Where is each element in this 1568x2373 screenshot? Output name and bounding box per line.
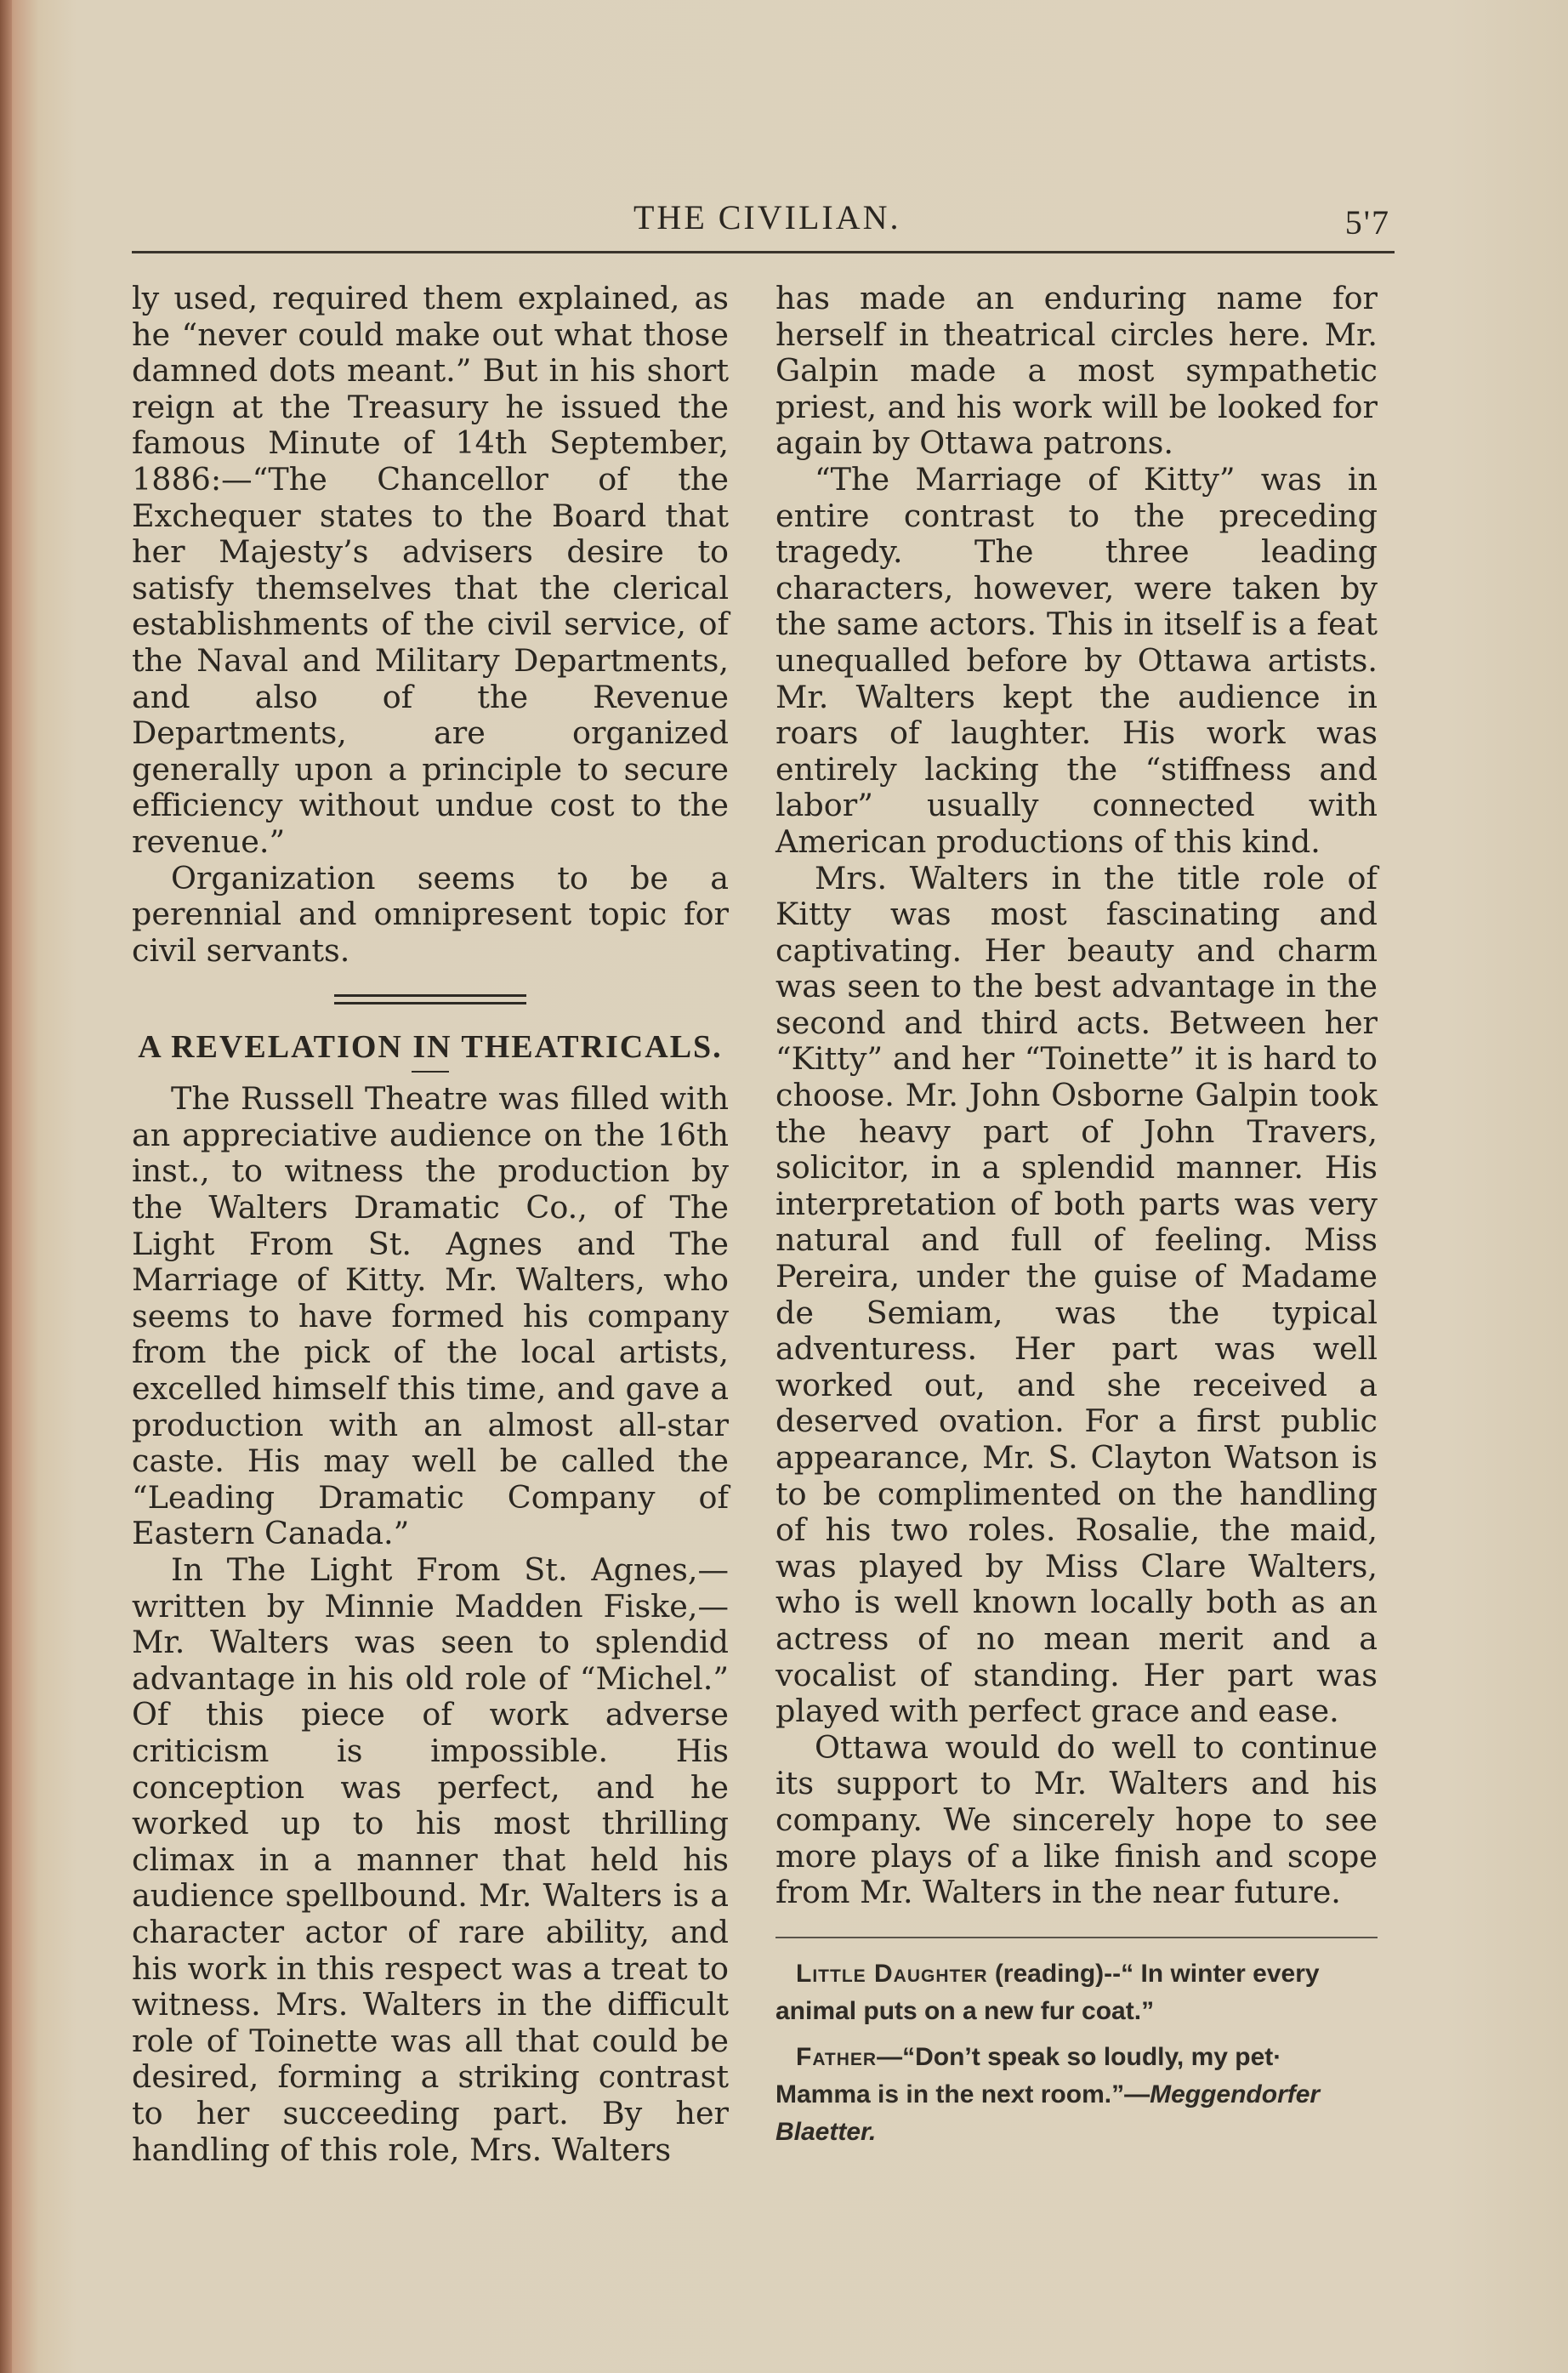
right-column	[775, 281, 1378, 2151]
left-paragraph-2: Organization seems to be a perennial and omnipresent topic for civil servants.	[132, 859, 729, 969]
section-separator	[334, 994, 526, 1004]
right-paragraph-3: Mrs. Walters in the title role of Kitty was most fascinating and captivating. Her beauty and charm was seen to the best advantage in the second and third acts. Between her “Kitty” and her “Toinette” it is hard to choose. Mr. John Osborne Galpin took the heavy part of John Travers, solicitor, in a splendid manner. His interpretation of both parts was very natural and full of feeling. Miss Pereira, under the guise of Madame de Semiam, was the typical adventuress. Her part was well worked out, and she received a deserved ovation. For a first public appearance, Mr. S. Clayton Watson is to be complimented on the handling of his two roles. Rosalie, the maid, was played by Miss Clare Walters, who is well known locally both as an actress of no mean merit and a vocalist of standing. Her part was played with perfect grace and ease.	[775, 859, 1378, 1730]
joke-speaker-father: Father	[796, 2042, 878, 2071]
joke-text-daughter: (reading)--“ In winter every animal puts on a new fur coat.”	[775, 1959, 1320, 2025]
right-paragraph-4: Ottawa would do well to continue its support to Mr. Walters and his company. We sincerely hope to see more plays of a like finish and scope from Mr. Walters in the near future.	[775, 1728, 1378, 1911]
joke-line-father	[775, 2039, 1378, 2151]
joke-separator	[775, 1937, 1378, 1938]
right-paragraph-2: “The Marriage of Kitty” was in entire contrast to the preceding tragedy. The three leading characters, however, were taken by the same actors. This in itself is a feat unequalled before by Ottawa artists. Mr. Walters kept the audience in roars of laughter. His work was entirely lacking the “stiffness and labor” usually connected with American productions of this kind.	[775, 460, 1378, 860]
binding-edge	[0, 0, 12, 2373]
left-paragraph-1: ly used, required them explained, as he “never could make out what those damned dots meant.” But in his short reign at the Treasury he issued the famous Minute of 14th September, 1886:—“The Chancellor of the Exchequer states to the Board that her Majesty’s advisers desire to satisfy themselves that the clerical establishments of the civil service, of the Naval and Military Departments, and also of the Revenue Departments, are organized generally upon a principle to secure efficiency without undue cost to the revenue.”	[132, 280, 729, 860]
page-number: 5'7	[1344, 203, 1390, 242]
article-heading: A REVELATION IN THEATRICALS.	[138, 1029, 723, 1066]
header-rule	[132, 251, 1395, 253]
left-paragraph-4: In The Light From St. Agnes,—written by Minnie Madden Fiske,—Mr. Walters was seen to splendid advantage in his old role of “Michel.” Of this piece of work adverse criticism is impossible. His conception was perfect, and he worked up to his most thrilling climax in a manner that held his audience spellbound. Mr. Walters is a character actor of rare ability, and his work in this respect was a treat to witness. Mrs. Walters in the difficult role of Toinette was all that could be desired, forming a striking contrast to her succeeding part. By her handling of this role, Mrs. Walters	[132, 1551, 729, 2168]
joke-source: Meggendorfer Blaetter.	[775, 2080, 1321, 2146]
running-header	[132, 197, 1390, 248]
joke-speaker-daughter: Little Daughter	[796, 1959, 988, 1988]
left-paragraph-3: The Russell Theatre was filled with an appreciative audience on the 16th inst., to witness the production by the Walters Dramatic Co., of The Light From St. Agnes and The Marriage of Kitty. Mr. Walters, who seems to have formed his company from the pick of the local artists, excelled himself this time, and gave a production with an almost all-star caste. His may well be called the “Leading Dramatic Company of Eastern Canada.”	[132, 1080, 729, 1552]
joke-line-daughter	[775, 1955, 1378, 2030]
joke-text-father: —“Don’t speak so loudly, my pet· Mamma is in the next room.”—	[775, 2042, 1282, 2108]
right-paragraph-1: has made an enduring name for herself in theatrical circles here. Mr. Galpin made a most sympathetic priest, and his work will be looked for again by Ottawa patrons.	[775, 280, 1378, 462]
heading-dash	[412, 1071, 449, 1073]
publication-title: THE CIVILIAN.	[633, 198, 901, 236]
left-column	[132, 281, 729, 2168]
